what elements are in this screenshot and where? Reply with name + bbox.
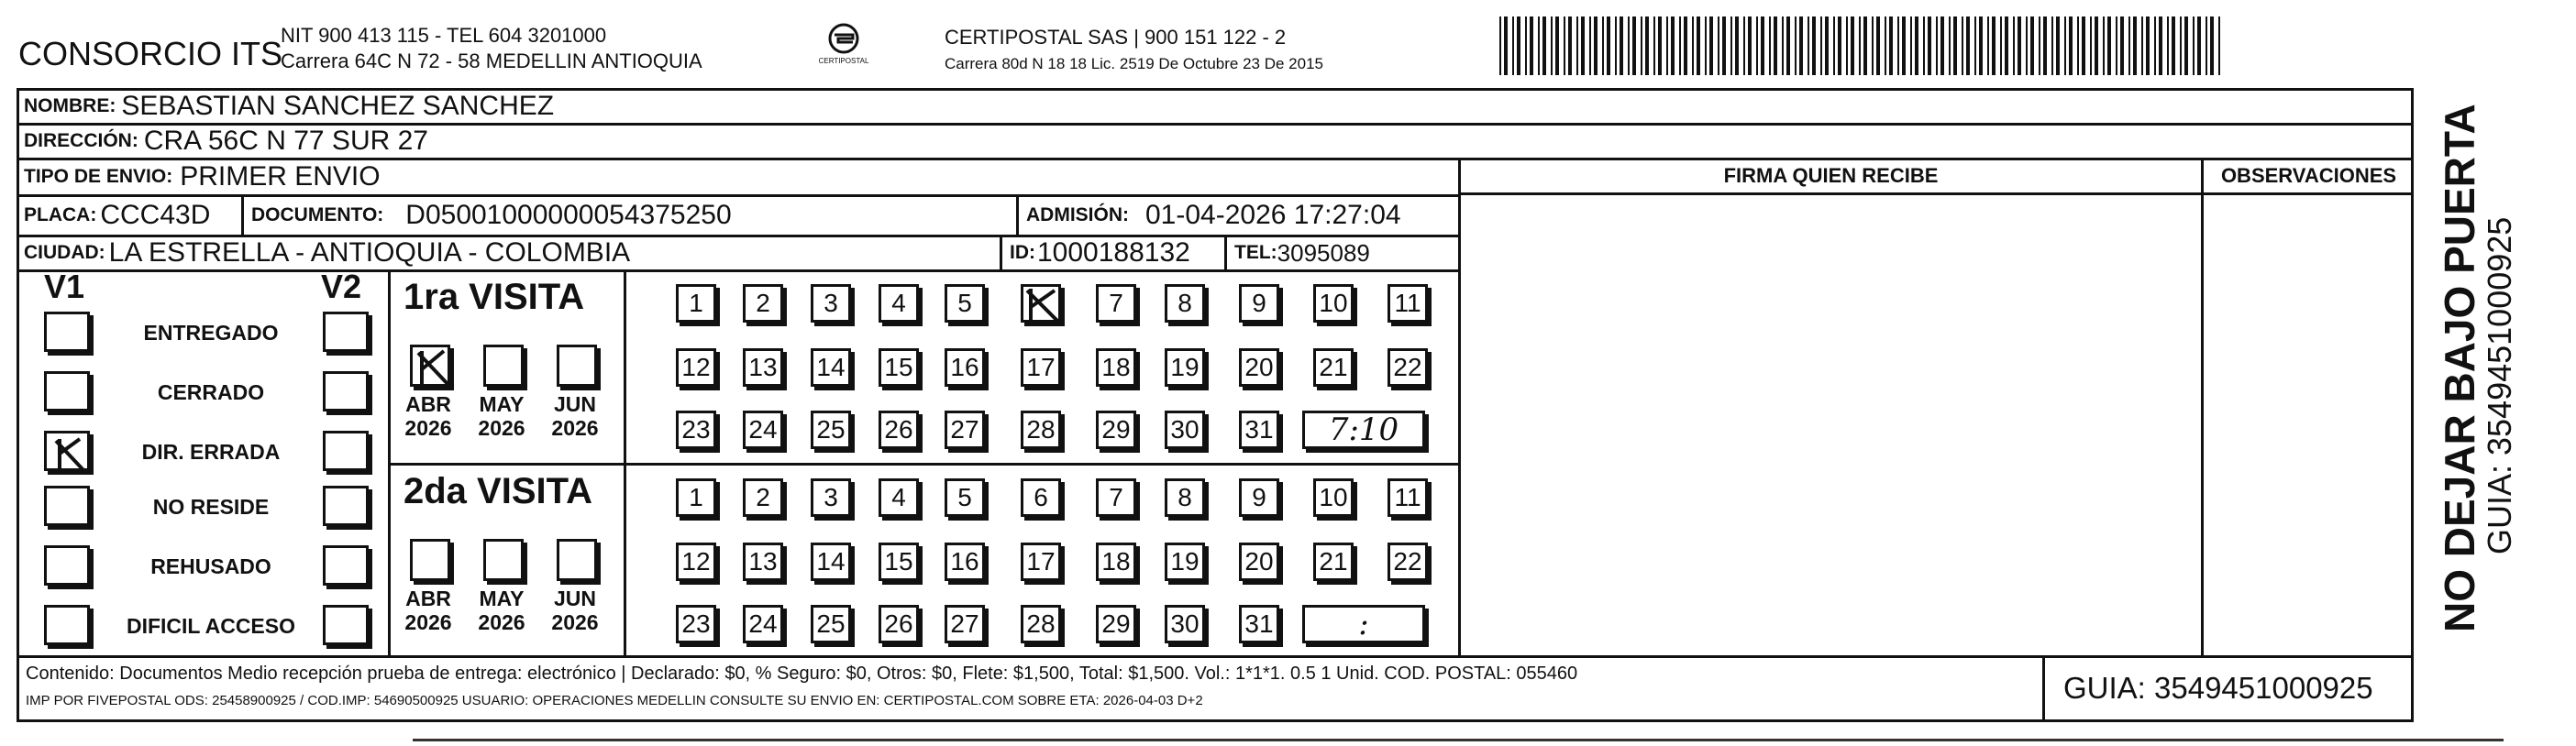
day-box[interactable] <box>743 411 783 449</box>
day-number: 21 <box>1319 547 1348 576</box>
day-box[interactable] <box>811 284 851 323</box>
day-number: 2 <box>756 289 770 317</box>
month-checkbox[interactable] <box>410 345 450 387</box>
day-box[interactable] <box>1239 348 1279 387</box>
day-number: 17 <box>1026 353 1056 381</box>
day-number: 31 <box>1244 609 1274 638</box>
v2-checkbox[interactable] <box>323 371 369 411</box>
direccion-value: CRA 56C N 77 SUR 27 <box>143 126 428 156</box>
v1-checkbox[interactable] <box>44 431 90 471</box>
day-number: 9 <box>1252 483 1266 511</box>
day-number: 25 <box>816 415 846 444</box>
day-number: 28 <box>1026 609 1056 638</box>
nombre-value: SEBASTIAN SANCHEZ SANCHEZ <box>121 91 555 121</box>
day-box[interactable] <box>1096 411 1136 449</box>
placa-label: PLACA: <box>24 204 97 225</box>
day-number: 10 <box>1319 289 1348 317</box>
month-label <box>474 587 529 634</box>
day-number: 12 <box>681 547 711 576</box>
day-number: 18 <box>1101 353 1131 381</box>
month-year: 2026 <box>404 610 452 634</box>
day-box[interactable] <box>811 543 851 581</box>
day-box[interactable] <box>1165 478 1205 517</box>
day-box[interactable] <box>676 348 716 387</box>
v1-checkbox[interactable] <box>44 312 90 352</box>
tel-cell <box>1227 236 1458 270</box>
day-number: 18 <box>1101 547 1131 576</box>
month-year: 2026 <box>551 610 599 634</box>
v1-checkbox[interactable] <box>44 545 90 586</box>
courier-license: Carrera 80d N 18 18 Lic. 2519 De Octubre 23 De 2015 <box>945 55 1323 72</box>
v1-header: V1 <box>44 268 85 305</box>
day-number: 12 <box>681 353 711 381</box>
day-number: 11 <box>1394 483 1421 511</box>
month-checkbox[interactable] <box>483 345 524 387</box>
day-number: 21 <box>1319 353 1348 381</box>
day-number: 6 <box>1034 483 1048 511</box>
day-number: 23 <box>681 415 711 444</box>
day-box[interactable] <box>879 284 919 323</box>
day-number: 22 <box>1393 547 1422 576</box>
day-box[interactable] <box>811 478 851 517</box>
month-name: MAY <box>479 392 525 416</box>
admision-cell <box>1019 195 1458 236</box>
day-number: 1 <box>689 483 703 511</box>
day-number: 24 <box>748 415 778 444</box>
footer-impresion: IMP POR FIVEPOSTAL ODS: 25458900925 / COD.IMP: 54690500925 USUARIO: OPERACIONES MEDELLIN CONSULTE SU ENVIO EN: CERTIPOSTAL.COM SOBRE ETA: 2026-04-03 D+2 <box>26 693 1203 708</box>
day-box[interactable] <box>743 348 783 387</box>
id-cell <box>1002 236 1224 270</box>
day-box[interactable] <box>1313 478 1354 517</box>
day-number: 10 <box>1319 483 1348 511</box>
day-number: 13 <box>748 353 778 381</box>
day-box[interactable] <box>1239 605 1279 643</box>
day-box[interactable] <box>743 605 783 643</box>
day-number: 7 <box>1109 289 1123 317</box>
day-number: 20 <box>1244 353 1274 381</box>
month-name: ABR <box>405 392 451 416</box>
day-number: 13 <box>748 547 778 576</box>
day-box[interactable] <box>945 605 985 643</box>
day-box[interactable] <box>1096 348 1136 387</box>
tipo-value: PRIMER ENVIO <box>180 161 381 192</box>
day-box[interactable] <box>1021 348 1061 387</box>
day-number: 23 <box>681 609 711 638</box>
day-box[interactable] <box>1239 284 1279 323</box>
day-box[interactable] <box>1239 478 1279 517</box>
day-number: 26 <box>884 609 913 638</box>
month-label <box>401 587 456 634</box>
footer-contenido: Contenido: Documentos Medio recepción prueba de entrega: electrónico | Declarado: $0, % Seguro: $0, Otros: $0, Flete: $1,500, Total: $1,500. Vol.: 1*1*1. 0.5 1 Unid. COD. POSTAL: 055460 <box>26 664 1578 684</box>
month-year: 2026 <box>404 416 452 440</box>
time-field[interactable]: 7:10 <box>1302 411 1425 449</box>
day-number: 4 <box>891 483 906 511</box>
month-checkbox[interactable] <box>557 539 597 581</box>
month-label <box>547 392 603 440</box>
month-name: JUN <box>553 587 596 610</box>
day-number: 16 <box>950 353 979 381</box>
day-box[interactable] <box>945 284 985 323</box>
day-box[interactable] <box>676 605 716 643</box>
day-box[interactable] <box>1388 543 1428 581</box>
tipo-label: TIPO DE ENVIO: <box>24 166 173 187</box>
month-year: 2026 <box>478 610 525 634</box>
day-number: 29 <box>1101 415 1131 444</box>
day-box[interactable] <box>676 478 716 517</box>
day-number: 8 <box>1177 289 1192 317</box>
day-box[interactable] <box>676 543 716 581</box>
day-box[interactable] <box>1239 411 1279 449</box>
day-number: 4 <box>891 289 906 317</box>
direccion-row <box>17 124 1851 159</box>
day-number: 15 <box>884 547 913 576</box>
day-number: 1 <box>689 289 703 317</box>
day-box[interactable] <box>1165 605 1205 643</box>
day-box[interactable] <box>1165 411 1205 449</box>
day-number: 3 <box>824 483 838 511</box>
day-box[interactable] <box>1388 348 1428 387</box>
day-box[interactable] <box>1313 284 1354 323</box>
day-number: 9 <box>1252 289 1266 317</box>
ciudad-cell <box>17 236 1000 270</box>
day-box[interactable] <box>743 478 783 517</box>
day-number: 3 <box>824 289 838 317</box>
day-number: 22 <box>1393 353 1422 381</box>
status-label: DIR. ERRADA <box>141 440 281 464</box>
ciudad-label: CIUDAD: <box>24 242 105 263</box>
month-label <box>401 392 456 440</box>
v1-checkbox[interactable] <box>44 486 90 526</box>
v1-checkbox[interactable] <box>44 605 90 645</box>
status-label: CERRADO <box>157 380 265 404</box>
day-box[interactable] <box>945 411 985 449</box>
day-box[interactable] <box>1165 284 1205 323</box>
v2-checkbox[interactable] <box>323 545 369 586</box>
v2-checkbox[interactable] <box>323 312 369 352</box>
company-nit: NIT 900 413 115 - TEL 604 3201000 <box>281 24 607 47</box>
day-box[interactable] <box>1021 478 1061 517</box>
day-box[interactable] <box>811 411 851 449</box>
day-number: 7 <box>1109 483 1123 511</box>
day-box[interactable] <box>945 478 985 517</box>
month-checkbox[interactable] <box>483 539 524 581</box>
day-box[interactable] <box>1388 478 1428 517</box>
day-box[interactable] <box>1313 543 1354 581</box>
certipostal-logo <box>807 22 880 71</box>
tel-value: 3095089 <box>1277 238 1370 267</box>
day-number: 5 <box>957 483 972 511</box>
day-number: 16 <box>950 547 979 576</box>
firma-header: FIRMA QUIEN RECIBE <box>1461 159 2201 195</box>
nombre-row <box>17 88 1851 125</box>
day-box[interactable] <box>1021 543 1061 581</box>
id-value: 1000188132 <box>1037 237 1190 268</box>
day-number: 15 <box>884 353 913 381</box>
day-number: 28 <box>1026 415 1056 444</box>
status-label: DIFICIL ACCESO <box>126 614 295 638</box>
day-box[interactable] <box>676 284 716 323</box>
day-box[interactable] <box>1021 411 1061 449</box>
no-dejar-bajo-puerta: NO DEJAR BAJO PUERTA <box>2436 104 2483 632</box>
day-number: 25 <box>816 609 846 638</box>
day-number: 20 <box>1244 547 1274 576</box>
day-box[interactable] <box>1165 543 1205 581</box>
day-box[interactable] <box>879 411 919 449</box>
day-number: 30 <box>1170 415 1200 444</box>
placa-cell <box>17 195 241 236</box>
nombre-label: NOMBRE: <box>24 95 116 116</box>
day-box[interactable] <box>1096 284 1136 323</box>
day-number: 27 <box>950 609 979 638</box>
day-box[interactable] <box>1313 348 1354 387</box>
month-label <box>474 392 529 440</box>
barcode <box>1499 16 2224 75</box>
day-number: 5 <box>957 289 972 317</box>
id-label: ID: <box>1010 242 1035 263</box>
documento-label: DOCUMENTO: <box>251 204 384 225</box>
documento-value: D05001000000054375250 <box>405 200 732 230</box>
day-number: 24 <box>748 609 778 638</box>
status-label: ENTREGADO <box>143 321 279 345</box>
month-name: ABR <box>405 587 451 610</box>
day-box[interactable] <box>879 348 919 387</box>
month-name: JUN <box>553 392 596 416</box>
month-year: 2026 <box>478 416 525 440</box>
company-name: CONSORCIO ITS <box>18 35 283 72</box>
month-checkbox[interactable] <box>557 345 597 387</box>
day-box[interactable] <box>1388 284 1428 323</box>
v2-checkbox[interactable] <box>323 486 369 526</box>
day-number: 29 <box>1101 609 1131 638</box>
tel-label: TEL: <box>1234 242 1277 263</box>
day-number: 8 <box>1177 483 1192 511</box>
v2-checkbox[interactable] <box>323 605 369 645</box>
day-number: 14 <box>816 353 846 381</box>
day-box[interactable] <box>676 411 716 449</box>
logo-text: CERTIPOSTAL <box>818 57 869 65</box>
day-number: 19 <box>1170 547 1200 576</box>
month-label <box>547 587 603 634</box>
day-box[interactable] <box>811 348 851 387</box>
day-box[interactable] <box>879 543 919 581</box>
day-box[interactable] <box>1239 543 1279 581</box>
day-box[interactable] <box>811 605 851 643</box>
day-box[interactable] <box>945 348 985 387</box>
day-box[interactable] <box>945 543 985 581</box>
day-number: 2 <box>756 483 770 511</box>
month-year: 2026 <box>551 416 599 440</box>
side-guia: GUIA: 3549451000925 <box>2481 216 2518 554</box>
day-number: 14 <box>816 547 846 576</box>
courier-info: CERTIPOSTAL SAS | 900 151 122 - 2 <box>945 26 1287 49</box>
day-box[interactable] <box>1021 605 1061 643</box>
day-box[interactable] <box>1096 605 1136 643</box>
tipo-row <box>17 159 1456 195</box>
day-number: 27 <box>950 415 979 444</box>
day-box[interactable] <box>743 284 783 323</box>
day-box[interactable] <box>879 605 919 643</box>
day-number: 17 <box>1026 547 1056 576</box>
day-number: 31 <box>1244 415 1274 444</box>
time-field[interactable]: : <box>1302 605 1425 643</box>
day-number: 19 <box>1170 353 1200 381</box>
day-box[interactable] <box>743 543 783 581</box>
day-box[interactable] <box>1096 478 1136 517</box>
visit-title: 2da VISITA <box>404 471 592 511</box>
placa-value: CCC43D <box>100 200 211 230</box>
observaciones-header: OBSERVACIONES <box>2204 159 2414 195</box>
ciudad-value: LA ESTRELLA - ANTIOQUIA - COLOMBIA <box>108 237 631 268</box>
visit-title: 1ra VISITA <box>404 277 585 317</box>
footer-guia: GUIA: 3549451000925 <box>2063 671 2373 705</box>
day-number: 11 <box>1394 289 1421 317</box>
admision-label: ADMISIÓN: <box>1026 204 1129 225</box>
company-address: Carrera 64C N 72 - 58 MEDELLIN ANTIOQUIA <box>281 49 702 72</box>
admision-value: 01-04-2026 17:27:04 <box>1145 200 1401 230</box>
direccion-label: DIRECCIÓN: <box>24 130 138 151</box>
day-box[interactable] <box>1165 348 1205 387</box>
status-label: REHUSADO <box>150 554 271 578</box>
day-box[interactable] <box>879 478 919 517</box>
day-box[interactable] <box>1096 543 1136 581</box>
month-checkbox[interactable] <box>410 539 450 581</box>
day-number: 30 <box>1170 609 1200 638</box>
day-box[interactable] <box>1021 284 1061 323</box>
v2-header: V2 <box>321 268 362 305</box>
day-number: 26 <box>884 415 913 444</box>
status-label: NO RESIDE <box>152 495 270 519</box>
v1-checkbox[interactable] <box>44 371 90 411</box>
documento-cell <box>244 195 1016 236</box>
v2-checkbox[interactable] <box>323 431 369 471</box>
month-name: MAY <box>479 587 525 610</box>
